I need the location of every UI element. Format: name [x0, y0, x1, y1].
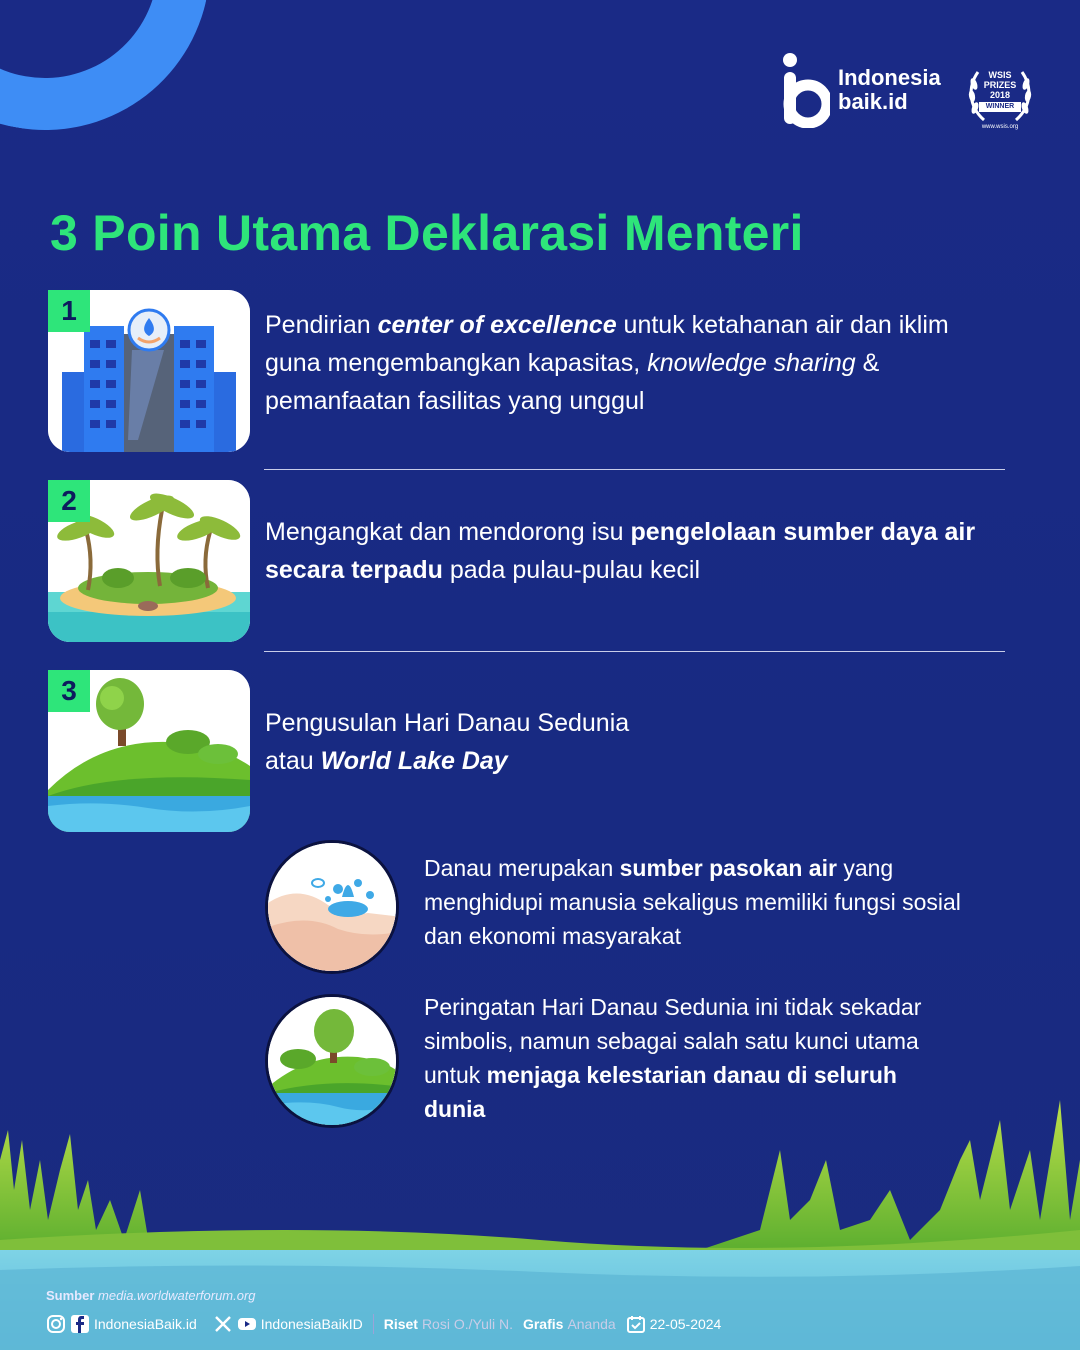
graphic-label: Grafis	[522, 1316, 564, 1332]
note-1-image	[265, 840, 399, 974]
text-segment: & pemanfaatan fasilitas yang unggul	[265, 349, 880, 415]
brand-name-line2: baik.id	[838, 89, 908, 114]
brand-name	[838, 66, 941, 114]
point-number-badge: 1	[48, 290, 90, 332]
text-segment: yang menghidupi manusia sekaligus memiliki fungsi sosial dan ekonomi masyarakat	[424, 855, 961, 949]
text-segment: Danau merupakan	[424, 855, 620, 881]
page-title: 3 Poin Utama Deklarasi Menteri	[50, 205, 804, 261]
footer-credits	[46, 1314, 721, 1334]
point-2-text	[265, 513, 985, 589]
point-number-badge: 3	[48, 670, 90, 712]
source-value: media.worldwaterforum.org	[98, 1288, 256, 1303]
point-1-text	[265, 306, 985, 420]
text-segment: knowledge sharing	[647, 349, 856, 377]
divider	[264, 469, 1005, 470]
note-1-text	[424, 851, 964, 953]
divider	[264, 651, 1005, 652]
award-line: WSIS	[988, 70, 1012, 80]
point-number-badge: 2	[48, 480, 90, 522]
publish-date: 22-05-2024	[649, 1316, 722, 1332]
point-3-text	[265, 704, 985, 780]
award-text	[979, 70, 1021, 112]
x-twitter-icon[interactable]	[213, 1314, 233, 1334]
world-lake-day: World Lake Day	[320, 747, 508, 775]
point-3-line2-prefix: atau	[265, 747, 321, 775]
corner-arc-decoration	[0, 0, 236, 156]
graphic-value: Ananda	[567, 1316, 616, 1332]
instagram-icon[interactable]	[46, 1314, 66, 1334]
point-3-line2	[265, 742, 985, 780]
text-segment: Peringatan Hari Danau Sedunia ini tidak sekadar simbolis, namun sebagai salah satu kunci utama untuk	[424, 994, 922, 1088]
text-segment: Pendirian	[265, 311, 378, 339]
source-line	[46, 1288, 1046, 1303]
award-line: WINNER	[979, 102, 1021, 112]
text-segment: menjaga kelestarian danau di seluruh dunia	[424, 1062, 897, 1122]
text-segment: sumber pasokan air	[619, 855, 837, 881]
point-3-line1: Pengusulan Hari Danau Sedunia	[265, 709, 630, 737]
text-segment: untuk ketahanan air dan iklim guna mengembangkan kapasitas,	[265, 311, 949, 377]
social-handle[interactable]: IndonesiaBaik.id	[94, 1316, 197, 1332]
calendar-icon	[626, 1314, 646, 1334]
text-segment: pada pulau-pulau kecil	[442, 556, 701, 584]
award-line: PRIZES	[983, 80, 1017, 90]
source-label: Sumber	[46, 1288, 95, 1303]
grass-lake-scenery	[0, 1100, 1080, 1350]
award-line: 2018	[989, 90, 1011, 100]
text-segment: center of excellence	[377, 311, 617, 339]
indonesiabaik-logo-icon	[780, 52, 830, 128]
text-segment: Mengangkat dan mendorong isu	[265, 518, 631, 546]
social-handle[interactable]: IndonesiaBaikID	[260, 1316, 363, 1332]
text-segment: pengelolaan sumber daya air secara terpadu	[265, 518, 976, 584]
wsis-award-badge	[966, 66, 1034, 132]
youtube-icon[interactable]	[237, 1314, 257, 1334]
water-hands-icon	[268, 843, 399, 974]
footer-separator	[373, 1314, 374, 1334]
brand-name-line1: Indonesia	[838, 65, 941, 90]
award-url: www.wsis.org	[981, 124, 1019, 130]
brand-logo[interactable]	[780, 52, 941, 128]
facebook-icon[interactable]	[70, 1314, 90, 1334]
research-label: Riset	[383, 1316, 418, 1332]
research-value: Rosi O./Yuli N.	[421, 1316, 513, 1332]
